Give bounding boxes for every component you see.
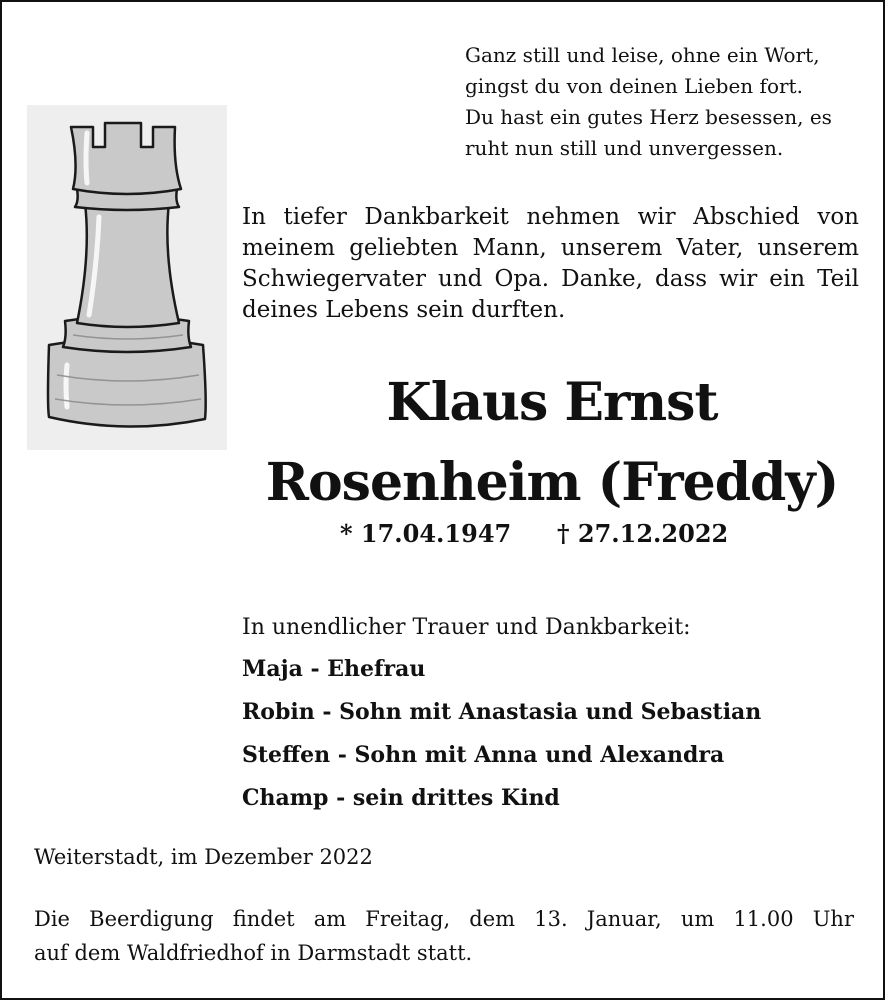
funeral-info <box>34 902 854 970</box>
intro-line: deines Lebens sein durften. <box>242 297 566 323</box>
intro-text <box>242 202 859 326</box>
intro-line: Schwiegervater und Opa. Danke, dass wir ein Teil <box>242 266 859 292</box>
mourner-entry: Steffen - Sohn mit Anna und Alexandra <box>242 742 725 768</box>
deceased-name-line2: Rosenheim (Freddy) <box>265 452 839 513</box>
funeral-line: auf dem Waldfriedhof in Darmstadt statt. <box>34 941 473 965</box>
mourners-intro: In unendlicher Trauer und Dankbarkeit: <box>242 615 691 640</box>
death-date: † 27.12.2022 <box>557 519 729 548</box>
funeral-line: Die Beerdigung findet am Freitag, dem 13. Januar, um 11.00 Uhr <box>34 907 854 931</box>
chess-rook-icon <box>27 105 227 450</box>
mourner-entry: Maja - Ehefrau <box>242 656 426 682</box>
poem-line: gingst du von deinen Lieben fort. <box>465 74 803 98</box>
deceased-name-line1: Klaus Ernst <box>386 372 718 433</box>
place-and-date: Weiterstadt, im Dezember 2022 <box>34 845 373 869</box>
mourner-entry: Champ - sein drittes Kind <box>242 785 560 811</box>
birth-date: * 17.04.1947 <box>340 519 512 548</box>
poem-line: Du hast ein gutes Herz besessen, es <box>465 105 832 129</box>
poem-line: Ganz still und leise, ohne ein Wort, <box>465 43 820 67</box>
intro-line: meinem geliebten Mann, unserem Vater, unserem <box>242 235 859 261</box>
poem <box>465 40 865 164</box>
mourners-section <box>242 608 862 820</box>
intro-line: In tiefer Dankbarkeit nehmen wir Abschied von <box>242 204 859 230</box>
chess-rook-image <box>27 105 227 450</box>
mourner-entry: Robin - Sohn mit Anastasia und Sebastian <box>242 699 762 725</box>
poem-line: ruht nun still und unvergessen. <box>465 136 784 160</box>
